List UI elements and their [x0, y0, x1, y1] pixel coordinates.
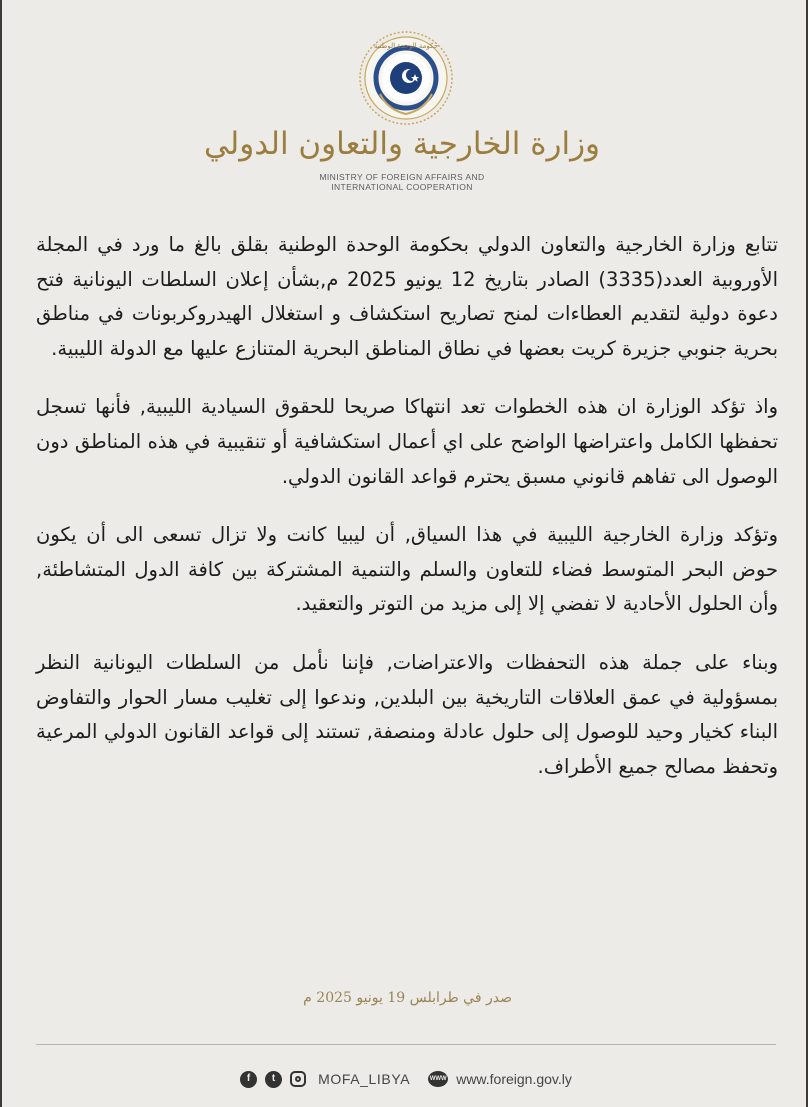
www-icon: WWW — [428, 1071, 448, 1087]
footer-divider — [36, 1044, 776, 1045]
footer — [2, 1066, 808, 1092]
statement-paragraph-1: تتابع وزارة الخارجية والتعاون الدولي بحكومة الوحدة الوطنية بقلق بالغ ما ورد في المجلة الأوروبية العدد(3335) الصادر بتاريخ 12 يونيو 2025 م,بشأن إعلان السلطات اليونانية فتح دعوة دولية لتقديم العطاءات لمنح تصاريح استكشاف و استغلال الهيدروكربونات في مناطق بحرية جنوبي جزيرة كريت بعضها في نطاق المناطق البحرية المتنازع عليها مع الدولة الليبية. — [36, 233, 779, 360]
statement-paragraph-4: وبناء على جملة هذه التحفظات والاعتراضات, فإننا نأمل من السلطات اليونانية النظر بمسؤولية في عمق العلاقات التاريخية بين البلدين, وندعوا إلى تغليب مسار الحوار والتفاوض البناء كخيار وحيد للوصول إلى حلول عادلة ومنصفة, تستند إلى قواعد القانون الدولي المرعية وتحفظ مصالح جميع الأطراف. — [36, 650, 778, 778]
statement-paragraph-2: واذ تؤكد الوزارة ان هذه الخطوات تعد انتهاكا صريحا للحقوق السيادية الليبية, فأنها تسجل تحفظها الكامل واعتراضها الواضح على اي أعمال استكشافية أو تنقيبية في هذه المناطق دون الوصول الى تفاهم قانوني مسبق يحترم قواعد القانون الدولي. — [36, 395, 778, 488]
statement-paragraph-3: وتؤكد وزارة الخارجية الليبية في هذا السياق, أن ليبيا كانت ولا تزال تسعى الى أن يكون حوض البحر المتوسط فضاء للتعاون والسلم والتنمية المشتركة بين كافة الدول المتشاطئة, وأن الحلول الأحادية لا تفضي إلا إلى مزيد من التوتر والتعقيد. — [36, 523, 778, 616]
ministry-seal-logo — [358, 30, 454, 126]
instagram-icon[interactable] — [290, 1071, 306, 1087]
ministry-name-english-line2: INTERNATIONAL COOPERATION — [331, 182, 473, 192]
website-link[interactable]: www.foreign.gov.ly — [456, 1071, 572, 1087]
social-handle[interactable]: MOFA_LIBYA — [318, 1071, 411, 1087]
ministry-name-arabic: وزارة الخارجية والتعاون الدولي — [203, 126, 601, 162]
facebook-icon[interactable]: f — [240, 1071, 257, 1088]
ministry-name-english-line1: MINISTRY OF FOREIGN AFFAIRS AND — [319, 172, 485, 182]
svg-text:حكومة الوحدة الوطنية: حكومة الوحدة الوطنية — [373, 42, 439, 50]
issued-date: صدر في طرابلس 19 يونيو 2025 م — [303, 990, 512, 1006]
twitter-icon[interactable]: t — [265, 1071, 282, 1088]
statement-body — [36, 228, 778, 808]
